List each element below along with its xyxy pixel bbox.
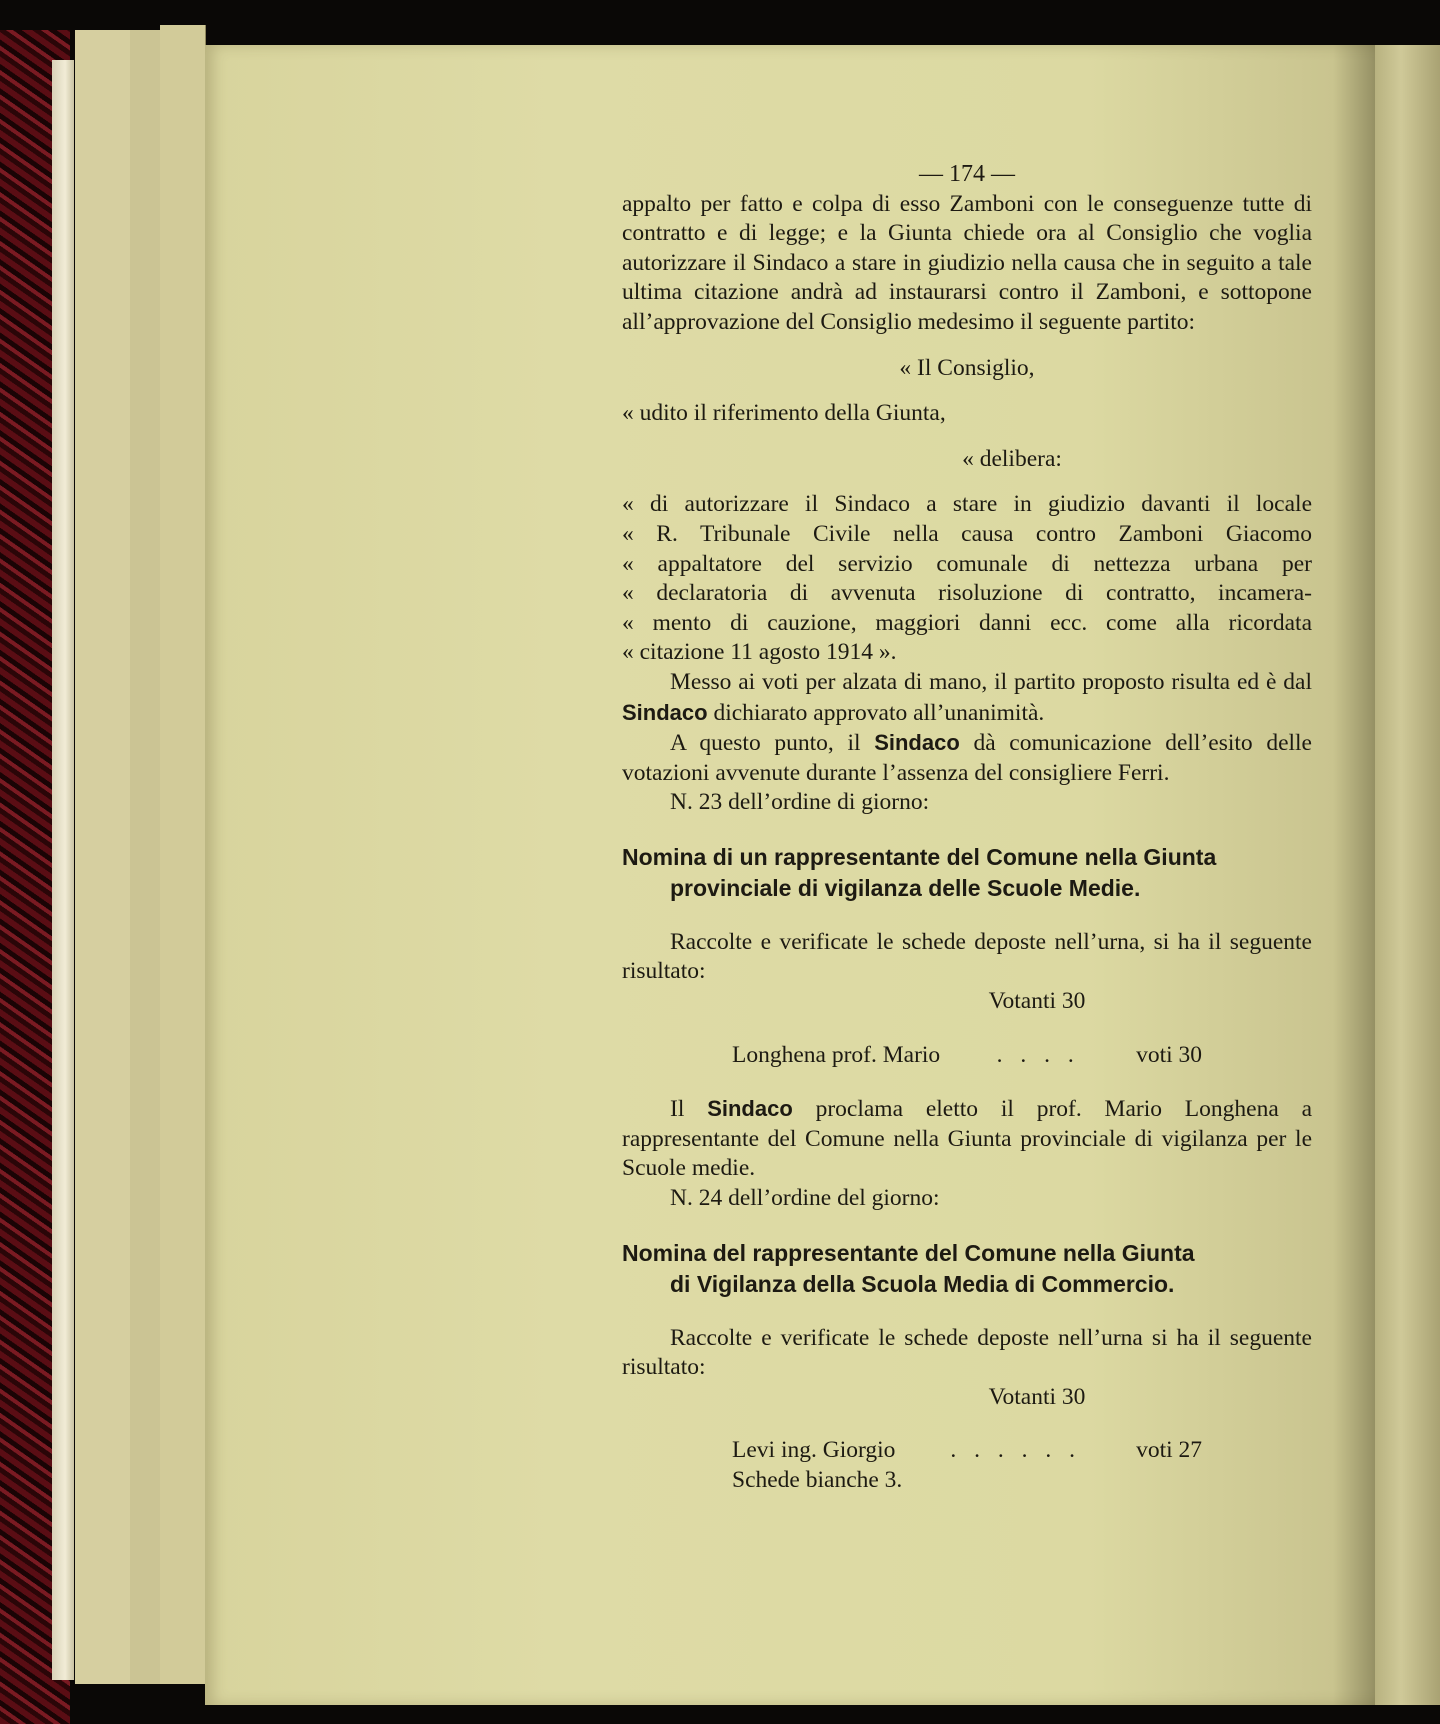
proclamation-text-end: proclama eletto il prof. Mario Longhena a rappresentante del Comune nella Giunta provinciale di vigilanza per le Scuole medie. <box>622 1096 1313 1182</box>
item-24-voters: Votanti 30 <box>988 1383 1086 1410</box>
leader-dots: . . . . <box>996 1041 1080 1068</box>
resolution-resolves: « delibera: <box>962 445 1062 472</box>
item-24-heading-line2: di Vigilanza della Scuola Media di Commercio. <box>670 1270 1175 1297</box>
vote-result-paragraph <box>622 668 1312 728</box>
item-23-vote-row <box>622 1041 1202 1071</box>
item-23-proclamation <box>622 1094 1312 1184</box>
item-24-heading <box>622 1238 1312 1300</box>
item-23-heading-line1: Nomina di un rappresentante del Comune nella Giunta <box>622 843 1217 870</box>
item-23-heading <box>622 842 1312 904</box>
item-24-label: N. 24 dell’ordine del giorno: <box>670 1185 940 1212</box>
intro-paragraph: appalto per fatto e colpa di esso Zamboni con le conseguenze tutte di contratto e di legge; e la Giunta chiede ora al Consiglio che voglia autorizzare il Sindaco a stare in giudizio nella causa che in seguito a tale ultima citazione andrà ad instaurarsi contro il Zamboni, e sottopone all’approvazione del Consiglio medesimo il seguente partito: <box>622 190 1312 335</box>
vote-count: voti 27 <box>1136 1437 1202 1464</box>
vote-count: voti 30 <box>1136 1041 1202 1068</box>
page-text <box>622 160 1312 1496</box>
proclamation-text: Il <box>670 1096 685 1123</box>
resolution-line: « appaltatore del servizio comunale di nettezza urbana per <box>622 550 1312 577</box>
resolution-line: « mento di cauzione, maggiori danni ecc. come alla ricordata <box>622 609 1312 636</box>
item-24-ballots: Raccolte e verificate le schede deposte nell’urna si ha il seguente risultato: <box>622 1324 1312 1381</box>
item-24-blank-ballots: Schede bianche 3. <box>732 1467 903 1493</box>
resolution-line: « di autorizzare il Sindaco a stare in giudizio davanti il locale <box>622 491 1312 518</box>
facing-page-edge <box>1375 45 1440 1705</box>
vote-result-text-end: dichiarato approvato all’unanimità. <box>713 699 1045 726</box>
sindaco-label: Sindaco <box>874 730 960 756</box>
sindaco-label: Sindaco <box>622 699 708 725</box>
item-23-ballots: Raccolte e verificate le schede deposte nell’urna, si ha il seguente risultato: <box>622 928 1312 985</box>
communication-text: A questo punto, il <box>670 730 861 757</box>
item-23-heading-line2: provinciale di vigilanza delle Scuole Medie. <box>670 874 1141 901</box>
vote-result-text: Messo ai voti per alzata di mano, il partito proposto risulta ed è dal <box>670 668 1312 695</box>
item-23-label: N. 23 dell’ordine di giorno: <box>670 789 930 816</box>
resolution-heard: « udito il riferimento della Giunta, <box>622 400 946 427</box>
resolution-line: « declaratoria di avvenuta risoluzione di contratto, incamera- <box>622 580 1312 607</box>
page-edge-strip <box>52 60 74 1680</box>
candidate-name: Longhena prof. Mario <box>732 1041 941 1068</box>
resolution-opening: « Il Consiglio, <box>899 354 1035 381</box>
page-stack-front <box>160 25 206 1684</box>
candidate-name: Levi ing. Giorgio <box>732 1437 896 1464</box>
communication-paragraph <box>622 728 1312 788</box>
item-24-vote-row <box>622 1436 1202 1466</box>
communication-text-end: dà comunicazione dell’esito delle votazioni avvenute durante l’assenza del consigliere Ferri. <box>622 730 1312 786</box>
sindaco-label: Sindaco <box>707 1096 793 1122</box>
item-23-voters: Votanti 30 <box>988 988 1086 1015</box>
resolution-line: « citazione 11 agosto 1914 ». <box>622 639 897 666</box>
resolution-line: « R. Tribunale Civile nella causa contro Zamboni Giacomo <box>622 520 1312 547</box>
leader-dots: . . . . . . <box>950 1437 1082 1464</box>
item-24-heading-line1: Nomina del rappresentante del Comune nella Giunta <box>622 1239 1195 1266</box>
page-number: — 174 — <box>919 161 1015 187</box>
